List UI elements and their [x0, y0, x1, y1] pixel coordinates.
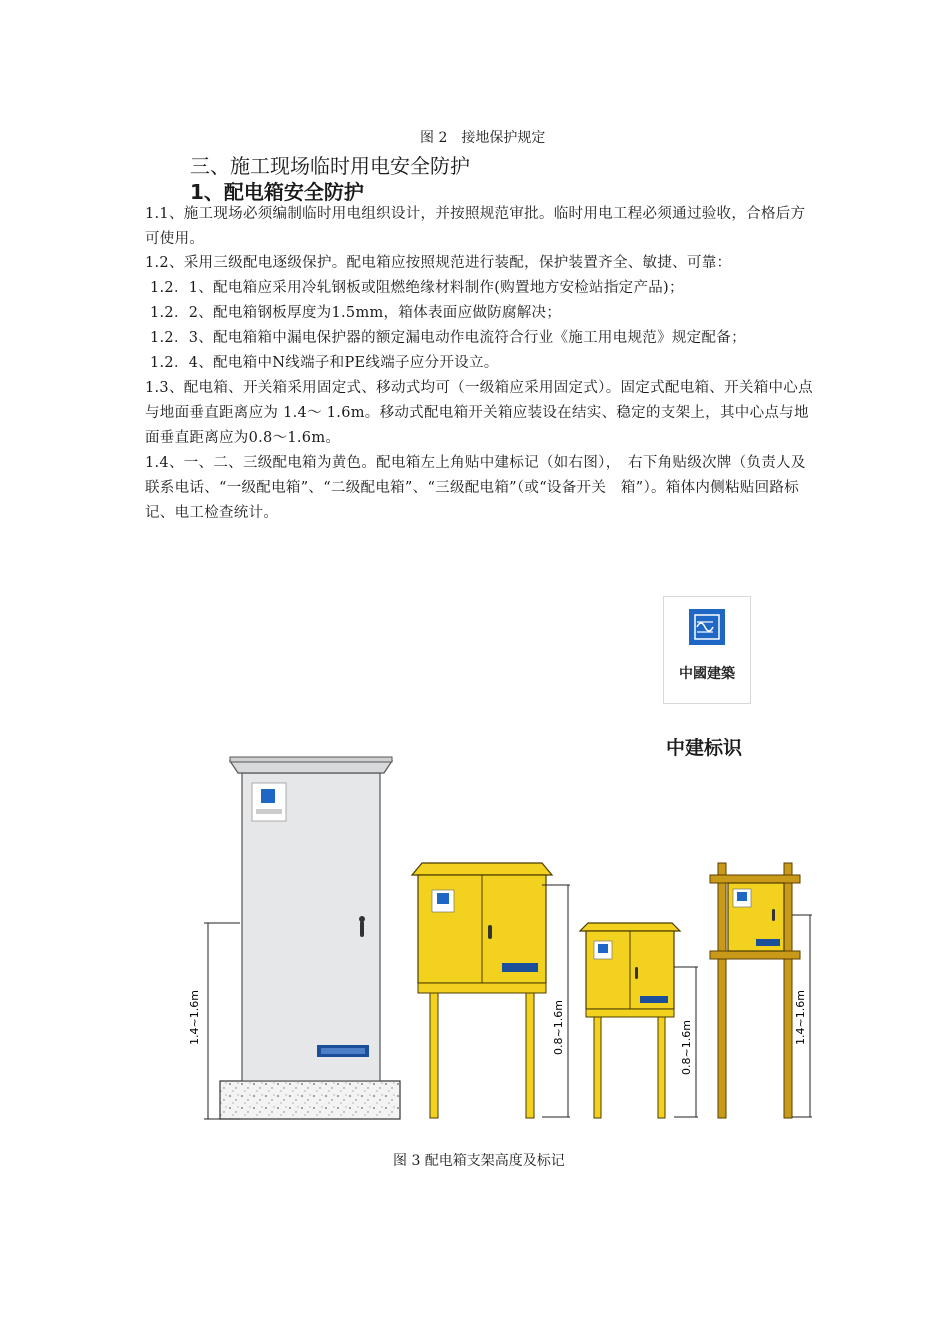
level-1-cabinet — [220, 757, 400, 1119]
dimension-label-box2: 0.8~1.6m — [552, 1000, 565, 1055]
level-2-box — [412, 863, 552, 1118]
concrete-base — [220, 1081, 400, 1119]
cscec-logo-icon — [664, 597, 750, 703]
figure-3-caption: 图 3 配电箱支架高度及标记 — [393, 1153, 565, 1169]
paragraph-1-1: 1.1、施工现场必须编制临时用电组织设计，并按照规范审批。临时用电工程必须通过验收，合格后方可使用。 — [145, 206, 806, 247]
figure-2-caption: 图 2 接地保护规定 — [420, 130, 546, 146]
distribution-box-illustration — [180, 745, 820, 1130]
subsection-heading: 1、配电箱安全防护 — [190, 180, 364, 204]
paragraph-1-2: 1.2、采用三级配电逐级保护。配电箱应按照规范进行装配，保护装置齐全、敏捷、可靠： — [145, 255, 732, 271]
door-handle — [360, 921, 364, 937]
section-heading: 三、施工现场临时用电安全防护 — [190, 154, 470, 178]
paragraph-1-2-3: 1.2．3、配电箱箱中漏电保护器的额定漏电动作电流符合行业《施工用电规范》规定配备； — [150, 330, 746, 346]
dimension-label-box4: 1.4~1.6m — [794, 990, 807, 1045]
paragraph-1-3: 1.3、配电箱、开关箱采用固定式、移动式均可（一级箱应采用固定式）。固定式配电箱、开关箱中心点与地面垂直距离应为 1.4～ 1.6m。移动式配电箱开关箱应装设在结实、稳定的支架上，其中心点与地面垂直距离应为0.8～1.6m。 — [145, 380, 813, 446]
logo-title: 中建标识 — [666, 737, 743, 759]
logo-brand-text: 中國建築 — [679, 666, 735, 682]
paragraph-1-2-2: 1.2．2、配电箱钢板厚度为1.5mm，箱体表面应做防腐解决； — [150, 305, 562, 321]
paragraph-1-2-1: 1.2．1、配电箱应采用冷轧钢板或阻燃绝缘材料制作(购置地方安检站指定产品)； — [150, 280, 684, 296]
level-4-box — [710, 863, 800, 1118]
paragraph-1-2-4: 1.2．4、配电箱中N线端子和PE线端子应分开设立。 — [150, 355, 499, 371]
cscec-logo-card — [663, 596, 751, 704]
dimension-label-box3: 0.8~1.6m — [680, 1020, 693, 1075]
dimension-label-box1: 1.4~1.6m — [188, 990, 201, 1045]
paragraph-1-4: 1.4、一、二、三级配电箱为黄色。配电箱左上角贴中建标记（如右图）， 右下角贴级次牌（负责人及联系电话、“一级配电箱”、“二级配电箱”、“三级配电箱”（或“设备开关 箱”）。箱体内侧粘贴回路标记、电工检查统计。 — [145, 455, 806, 521]
level-3-box — [580, 923, 680, 1118]
